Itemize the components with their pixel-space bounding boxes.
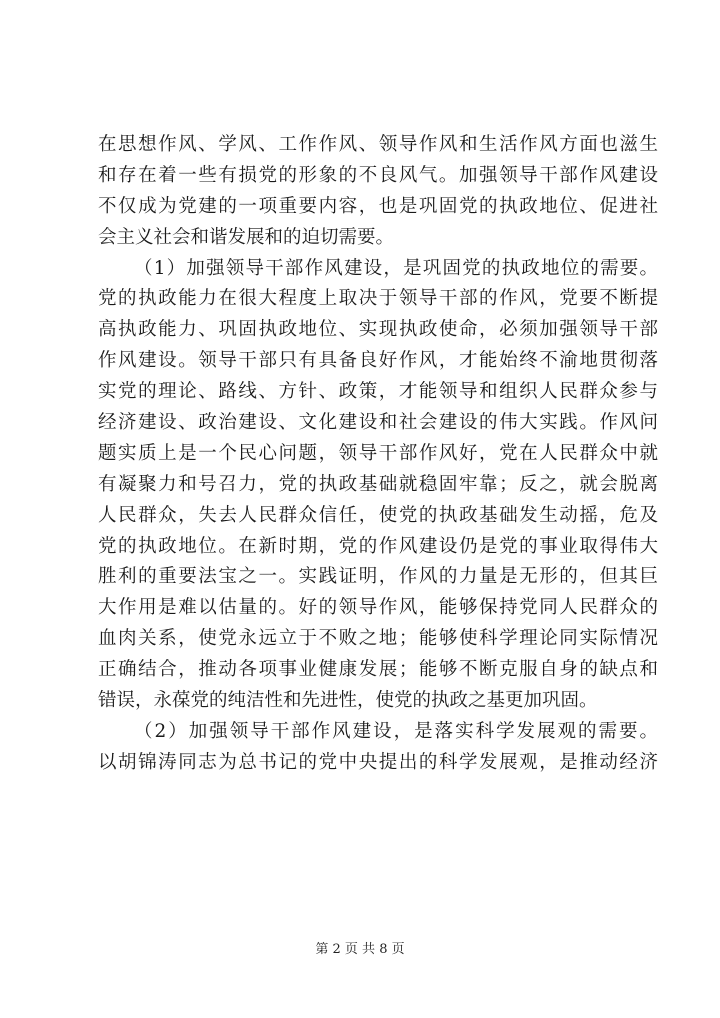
text-line: 在思想作风、学风、工作作风、领导作风和生活作风方面也滋生 (98, 134, 658, 155)
text-line: 经济建设、政治建设、文化建设和社会建设的伟大实践。作风问 (98, 412, 658, 434)
text-line: 正确结合，推动各项事业健康发展；能够不断克服自身的缺点和 (98, 659, 658, 681)
text-line: 血肉关系，使党永远立于不败之地；能够使科学理论同实际情况 (98, 628, 658, 650)
section-heading-1: （1）加强领导干部作风建设，是巩固党的执政地位的需要。 (134, 257, 658, 279)
text-line: 题实质上是一个民心问题，领导干部作风好，党在人民群众中就 (98, 442, 658, 464)
text-line: 高执政能力、巩固执政地位、实现执政使命，必须加强领导干部 (98, 319, 658, 341)
page-footer: 第 2 页 共 8 页 (315, 942, 405, 957)
text-line: 会主义社会和谐发展和的迫切需要。 (98, 226, 395, 248)
section-heading-2: （2）加强领导干部作风建设，是落实科学发展观的需要。 (134, 720, 658, 742)
text-line: 和存在着一些有损党的形象的不良风气。加强领导干部作风建设 (98, 164, 658, 186)
text-line: 有凝聚力和号召力，党的执政基础就稳固牢靠；反之，就会脱离 (98, 473, 658, 495)
text-line: 以胡锦涛同志为总书记的党中央提出的科学发展观，是推动经济 (98, 751, 658, 773)
text-line: 党的执政能力在很大程度上取决于领导干部的作风，党要不断提 (98, 288, 658, 310)
text-line: 人民群众，失去人民群众信任，使党的执政基础发生动摇，危及 (98, 504, 658, 526)
body-text (98, 130, 658, 779)
text-line: 作风建设。领导干部只有具备良好作风，才能始终不渝地贯彻落 (98, 350, 658, 372)
text-line: 党的执政地位。在新时期，党的作风建设仍是党的事业取得伟大 (98, 535, 658, 557)
text-line: 错误，永葆党的纯洁性和先进性，使党的执政之基更加巩固。 (98, 690, 598, 712)
text-line: 胜利的重要法宝之一。实践证明，作风的力量是无形的，但其巨 (98, 566, 658, 588)
text-line: 实党的理论、路线、方针、政策，才能领导和组织人民群众参与 (98, 381, 658, 403)
text-line: 不仅成为党建的一项重要内容，也是巩固党的执政地位、促进社 (98, 195, 658, 217)
text-line: 大作用是难以估量的。好的领导作风，能够保持党同人民群众的 (98, 597, 658, 619)
